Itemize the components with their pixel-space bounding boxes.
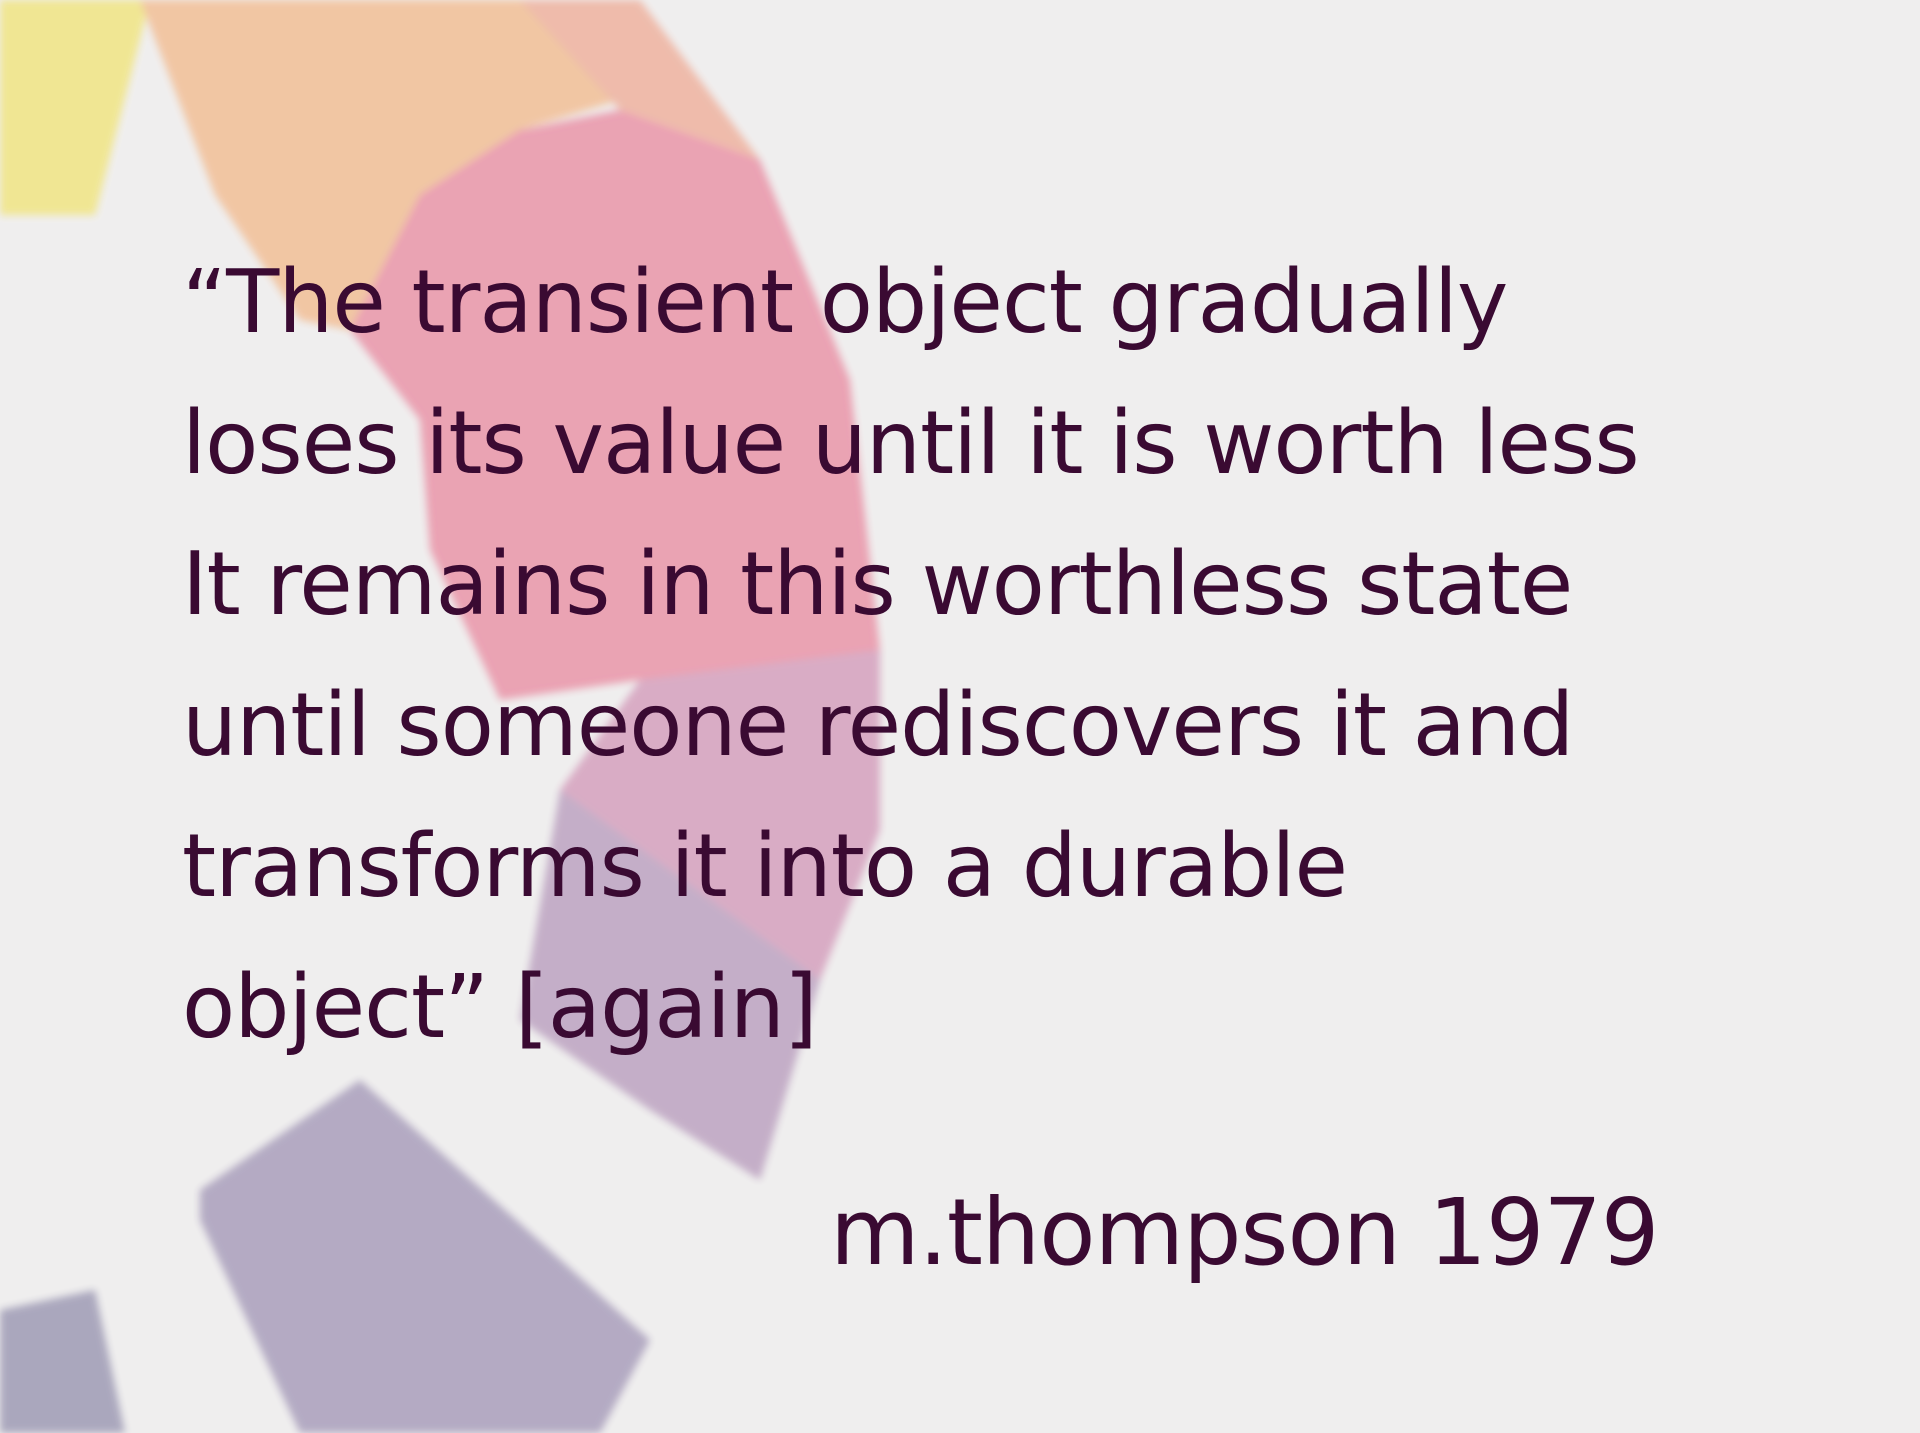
quote-line: object” [again]	[182, 956, 817, 1058]
quote-line: transforms it into a durable	[182, 815, 1348, 917]
quote-line: It remains in this worthless state	[182, 533, 1573, 635]
quote-text	[182, 232, 1639, 1078]
quote-attribution: m.thompson 1979	[830, 1179, 1659, 1286]
quote-line: “The transient object gradually	[182, 251, 1508, 353]
wheel-segment-lavender	[200, 1080, 650, 1433]
wheel-segment-slate	[0, 1290, 125, 1433]
quote-line: until someone rediscovers it and	[182, 674, 1574, 776]
wheel-segment-yellow	[0, 0, 150, 215]
quote-line: loses its value until it is worth less	[182, 392, 1639, 494]
